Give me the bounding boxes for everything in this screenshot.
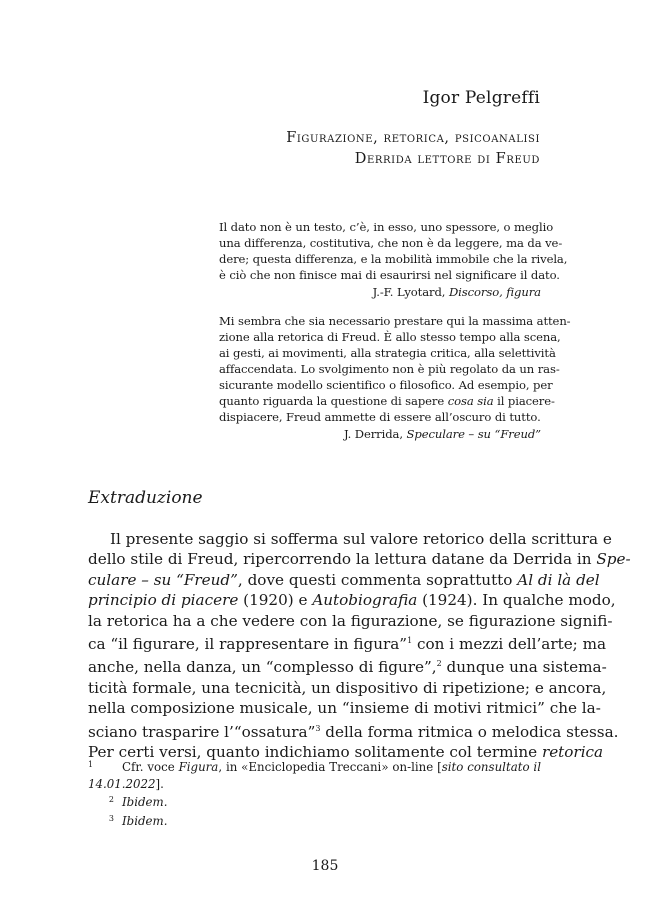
epigraph-lyotard xyxy=(219,219,568,300)
footnote-italic: sito consultato il xyxy=(441,760,541,774)
body-text: dello stile di Freud, ripercorrendo la lettura datane da Derrida in xyxy=(88,550,597,569)
body-italic: Al di là del xyxy=(517,570,600,589)
epigraph-line: ai gesti, ai movimenti, alla strategia critica, alla selettività xyxy=(219,346,556,360)
footnote-ref[interactable]: 3 xyxy=(315,723,321,733)
footnote-ref[interactable]: 1 xyxy=(407,636,413,646)
body-italic: culare – su “Freud” xyxy=(88,570,238,589)
body-italic: Autobiografia xyxy=(312,591,418,610)
page-number: 185 xyxy=(311,858,339,874)
body-text: (1920) e xyxy=(238,591,313,610)
body-italic: principio di piacere xyxy=(88,591,239,610)
epigraph-source-author: J. Derrida, xyxy=(343,427,407,441)
body-text: , dove questi commenta soprattutto xyxy=(237,570,518,589)
body-line xyxy=(88,654,607,677)
epigraph-line: è ciò che non finisce mai di esaurirsi nel significare il dato. xyxy=(219,268,560,282)
body-text: ca “il figurare, il rappresentare in figura” xyxy=(88,635,408,654)
epigraph-text: quanto riguarda la questione di sapere xyxy=(219,394,448,408)
footnote-italic: Figura xyxy=(178,760,219,774)
body-text: Per certi versi, quanto indichiamo solitamente col termine xyxy=(88,743,542,762)
body-line xyxy=(88,631,607,654)
footnote-text: ]. xyxy=(155,776,164,791)
body-text: (1924). In qualche modo, xyxy=(417,591,616,610)
body-text: dunque una sistema- xyxy=(441,658,607,677)
body-line xyxy=(88,590,616,610)
epigraph-source-author: J.-F. Lyotard, xyxy=(372,285,449,299)
body-text: sciano trasparire l’“ossatura” xyxy=(88,722,316,741)
footnote-italic: Ibidem. xyxy=(122,813,168,828)
footnote-number: 2 xyxy=(108,795,114,804)
footnote-italic: 14.01.2022 xyxy=(88,776,156,791)
epigraph-line: una differenza, costitutiva, che non è da leggere, ma da ve- xyxy=(219,236,563,250)
body-line xyxy=(88,719,619,742)
body-line xyxy=(88,549,631,569)
section-heading: Extraduzione xyxy=(88,488,203,508)
epigraph-source xyxy=(219,426,541,442)
footnote-2 xyxy=(88,792,541,811)
body-text: con i mezzi dell’arte; ma xyxy=(412,635,607,654)
epigraph-source-title: Speculare – su “Freud” xyxy=(406,427,541,441)
body-italic: retorica xyxy=(541,743,604,762)
epigraph-source xyxy=(219,284,541,300)
body-text: anche, nella danza, un “complesso di figure”, xyxy=(88,658,437,677)
epigraph-line: dispiacere, Freud ammette di essere all’oscuro di tutto. xyxy=(219,410,541,424)
footnote-1 xyxy=(88,757,541,776)
epigraph-italic: cosa sia xyxy=(447,394,494,408)
epigraph-derrida xyxy=(219,313,571,442)
body-line: nella composizione musicale, un “insieme di motivi ritmici” che la- xyxy=(88,699,601,718)
footnote-text: Cfr. voce xyxy=(122,760,179,774)
body-line: ticità formale, una tecnicità, un dispositivo di ripetizione; e ancora, xyxy=(88,678,607,697)
chapter-title-line-1: Figurazione, retorica, psicoanalisi xyxy=(286,130,540,146)
epigraph-line xyxy=(219,393,555,409)
footnotes xyxy=(88,757,541,829)
footnote-1-cont xyxy=(88,776,541,793)
body-paragraph xyxy=(88,529,631,762)
chapter-title-line-2: Derrida lettore di Freud xyxy=(354,151,540,167)
epigraph-line: sicurante modello scientifico o filosofico. Ad esempio, per xyxy=(219,378,553,392)
epigraph-line: zione alla retorica di Freud. È allo stesso tempo alla scena, xyxy=(219,330,561,344)
footnote-3 xyxy=(88,811,541,830)
footnote-ref[interactable]: 2 xyxy=(436,659,442,669)
epigraph-line: affaccendata. Lo svolgimento non è più regolato da un ras- xyxy=(219,362,560,376)
body-line: la retorica ha a che vedere con la figurazione, se figurazione signifi- xyxy=(88,611,613,630)
epigraph-line: Mi sembra che sia necessario prestare qui la massima atten- xyxy=(219,314,571,328)
chapter-title xyxy=(286,128,540,170)
epigraph-text: il piacere- xyxy=(493,394,555,408)
epigraph-line: Il dato non è un testo, c’è, in esso, uno spessore, o meglio xyxy=(219,220,554,234)
epigraph-source-title: Discorso, figura xyxy=(448,285,541,299)
footnote-text: , in «Enciclopedia Treccani» on-line [ xyxy=(218,760,442,774)
footnote-italic: Ibidem. xyxy=(122,795,168,809)
epigraph-line: dere; questa differenza, e la mobilità immobile che la rivela, xyxy=(219,252,568,266)
body-text: della forma ritmica o melodica stessa. xyxy=(320,722,619,741)
body-italic: Spe- xyxy=(596,550,631,569)
body-line xyxy=(88,570,600,590)
body-line: Il presente saggio si sofferma sul valore retorico della scrittura e xyxy=(110,530,612,548)
author-name: Igor Pelgreffi xyxy=(422,88,540,108)
footnote-number: 3 xyxy=(108,813,114,823)
footnote-number: 1 xyxy=(88,760,94,769)
